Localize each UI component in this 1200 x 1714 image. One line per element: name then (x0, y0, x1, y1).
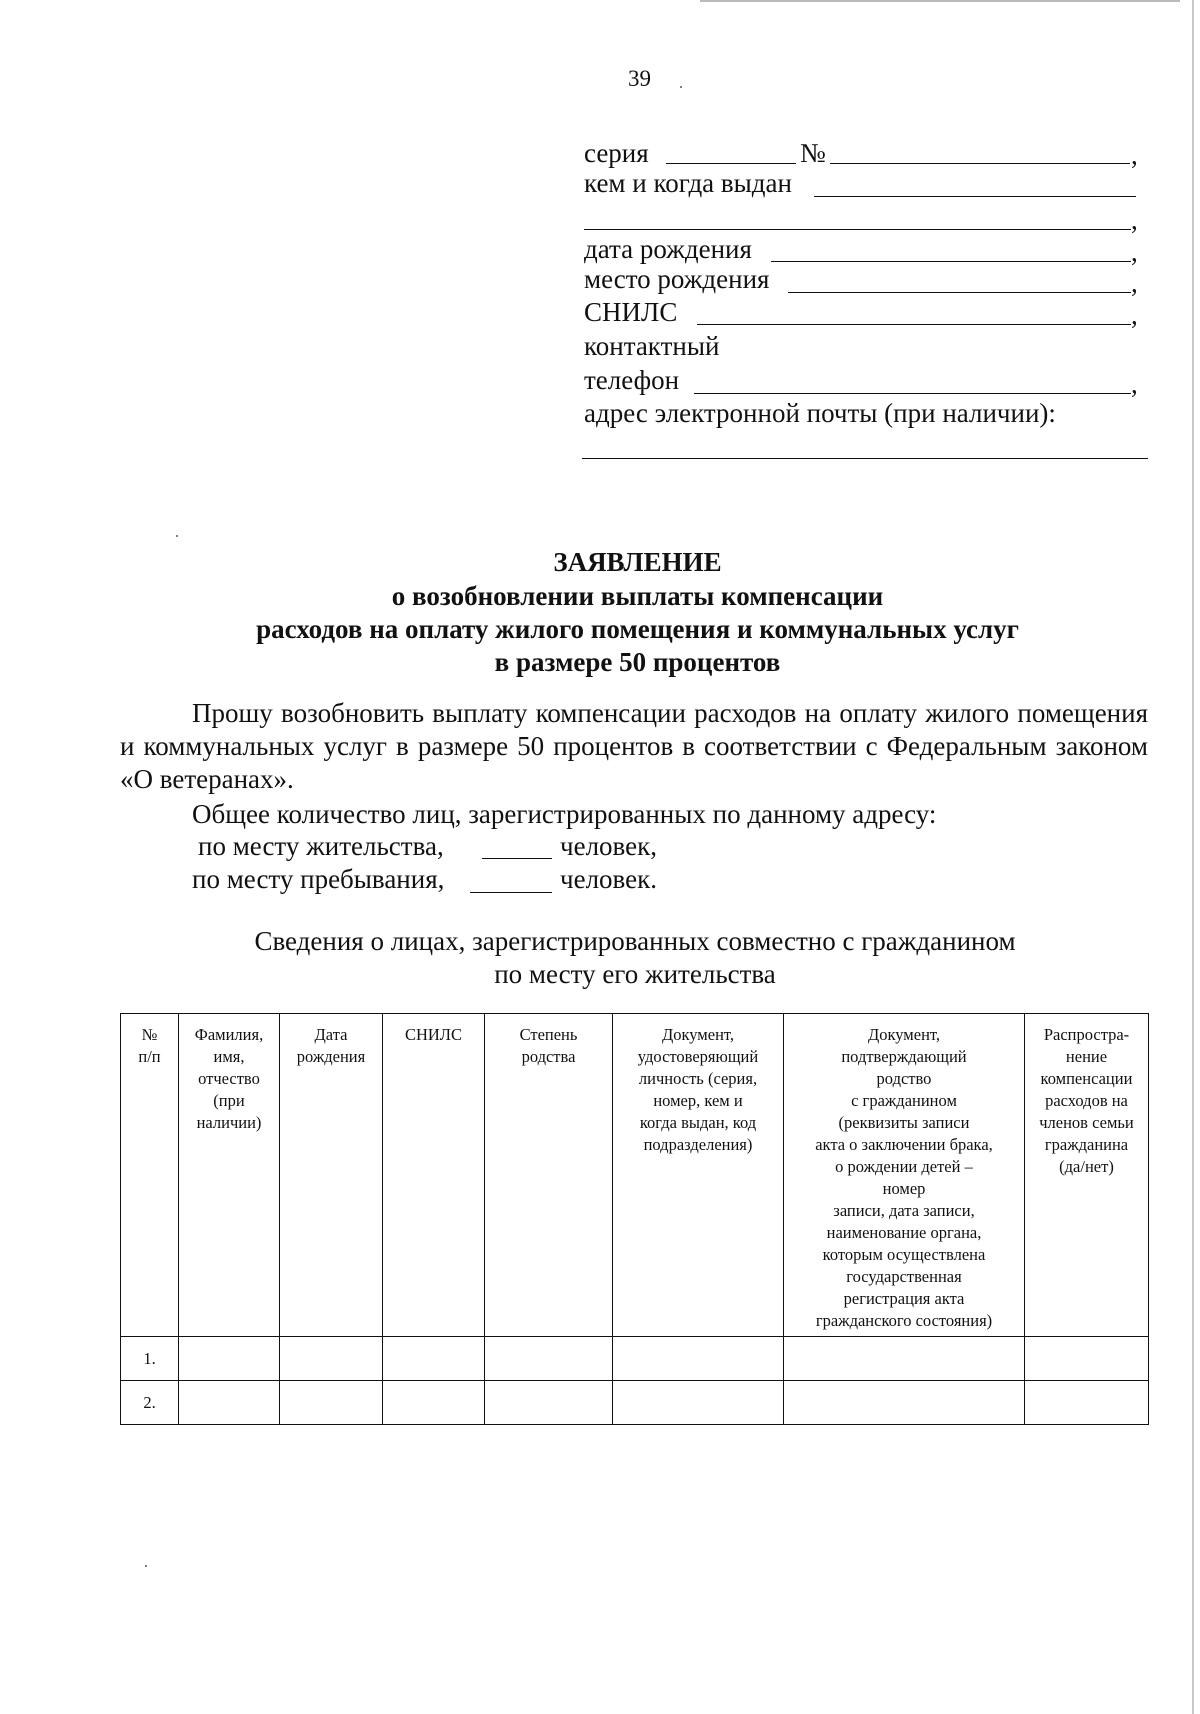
row-number-cell: 2. (121, 1381, 179, 1425)
series-blank[interactable] (666, 163, 796, 164)
stay-unit: человек. (560, 864, 657, 894)
table-cell[interactable] (179, 1337, 280, 1381)
snils-blank[interactable] (697, 324, 1131, 325)
scan-edge-right (1192, 0, 1194, 1714)
phone-label: телефон (584, 365, 680, 395)
series-label: серия (584, 138, 649, 168)
document-title: ЗАЯВЛЕНИЕ (553, 547, 722, 577)
column-header: Документ, удостоверяющий личность (серия, номер, кем и когда выдан, код подразделения) (613, 1014, 784, 1337)
residence-unit: человек, (560, 831, 657, 861)
table-title-line-2: по месту его жительства (494, 959, 776, 989)
snils-label: СНИЛС (584, 297, 678, 327)
phone-blank[interactable] (694, 393, 1131, 394)
table-cell[interactable] (179, 1381, 280, 1425)
table-cell[interactable] (1025, 1337, 1149, 1381)
table-cell[interactable] (280, 1337, 383, 1381)
table-title: Сведения о лицах, зарегистрированных совместно с гражданином (254, 926, 1016, 956)
comma: , (1131, 237, 1138, 267)
issued-blank[interactable] (814, 196, 1136, 197)
table-cell[interactable] (613, 1381, 784, 1425)
issued-label: кем и когда выдан (584, 168, 792, 198)
scan-speck (176, 535, 178, 537)
table-cell[interactable] (613, 1337, 784, 1381)
comma: , (1131, 140, 1138, 170)
table-row (121, 1337, 1149, 1381)
birth-place-blank[interactable] (788, 292, 1131, 293)
column-header: СНИЛС (383, 1014, 485, 1337)
request-paragraph: Прошу возобновить выплату компенсации расходов на оплату жилого помещения и коммунальных услуг в размере 50 процентов в соответствии с Федеральным законом «О ветеранах». (120, 698, 1148, 794)
table-cell[interactable] (383, 1381, 485, 1425)
contact-label: контактный (584, 331, 720, 361)
table-cell[interactable] (784, 1381, 1025, 1425)
comma: , (1131, 205, 1138, 235)
row-number-cell: 1. (121, 1337, 179, 1381)
page-number: 39 (628, 66, 651, 91)
residence-label: по месту жительства, (198, 831, 444, 861)
title-line-3: расходов на оплату жилого помещения и коммунальных услуг (256, 614, 1019, 644)
table-cell[interactable] (280, 1381, 383, 1425)
table-cell[interactable] (784, 1337, 1025, 1381)
table-cell[interactable] (383, 1337, 485, 1381)
email-label: адрес электронной почты (при наличии): (584, 398, 1056, 428)
title-line-4: в размере 50 процентов (494, 647, 781, 677)
comma: , (1131, 268, 1138, 298)
column-header: Степень родства (485, 1014, 613, 1337)
stay-count-blank[interactable] (470, 892, 552, 893)
number-label: № (800, 138, 826, 168)
table-cell[interactable] (1025, 1381, 1149, 1425)
birth-date-blank[interactable] (771, 261, 1131, 262)
table-row (121, 1381, 1149, 1425)
column-header: Документ, подтверждающий родство с гражданином (реквизиты записи акта о заключении брака, о рождении детей – номер записи, дата записи, наименование органа, которым осуществлена государственная регистрация акта гражданского состояния) (784, 1014, 1025, 1337)
scan-edge-top (700, 0, 1180, 2)
stay-label: по месту пребывания, (192, 864, 445, 894)
table-header-row (121, 1014, 1149, 1337)
total-persons-label: Общее количество лиц, зарегистрированных по данному адресу: (192, 799, 937, 829)
column-header: Дата рождения (280, 1014, 383, 1337)
table-cell[interactable] (485, 1337, 613, 1381)
residence-count-blank[interactable] (482, 858, 552, 859)
issued-blank-2[interactable] (584, 229, 1131, 230)
title-line-2: о возобновлении выплаты компенсации (391, 581, 884, 611)
email-blank[interactable] (582, 458, 1148, 459)
scan-speck (145, 1565, 147, 1567)
comma: , (1131, 300, 1138, 330)
birth-place-label: место рождения (584, 264, 770, 294)
column-header: Фамилия, имя, отчество (при наличии) (179, 1014, 280, 1337)
comma: , (1131, 369, 1138, 399)
column-header: Распростра- нение компенсации расходов на членов семьи гражданина (да/нет) (1025, 1014, 1149, 1337)
table-cell[interactable] (485, 1381, 613, 1425)
scan-speck (680, 86, 682, 88)
number-blank[interactable] (830, 163, 1130, 164)
persons-table (120, 1013, 1149, 1425)
column-header: № п/п (121, 1014, 179, 1337)
birth-date-label: дата рождения (584, 234, 752, 264)
